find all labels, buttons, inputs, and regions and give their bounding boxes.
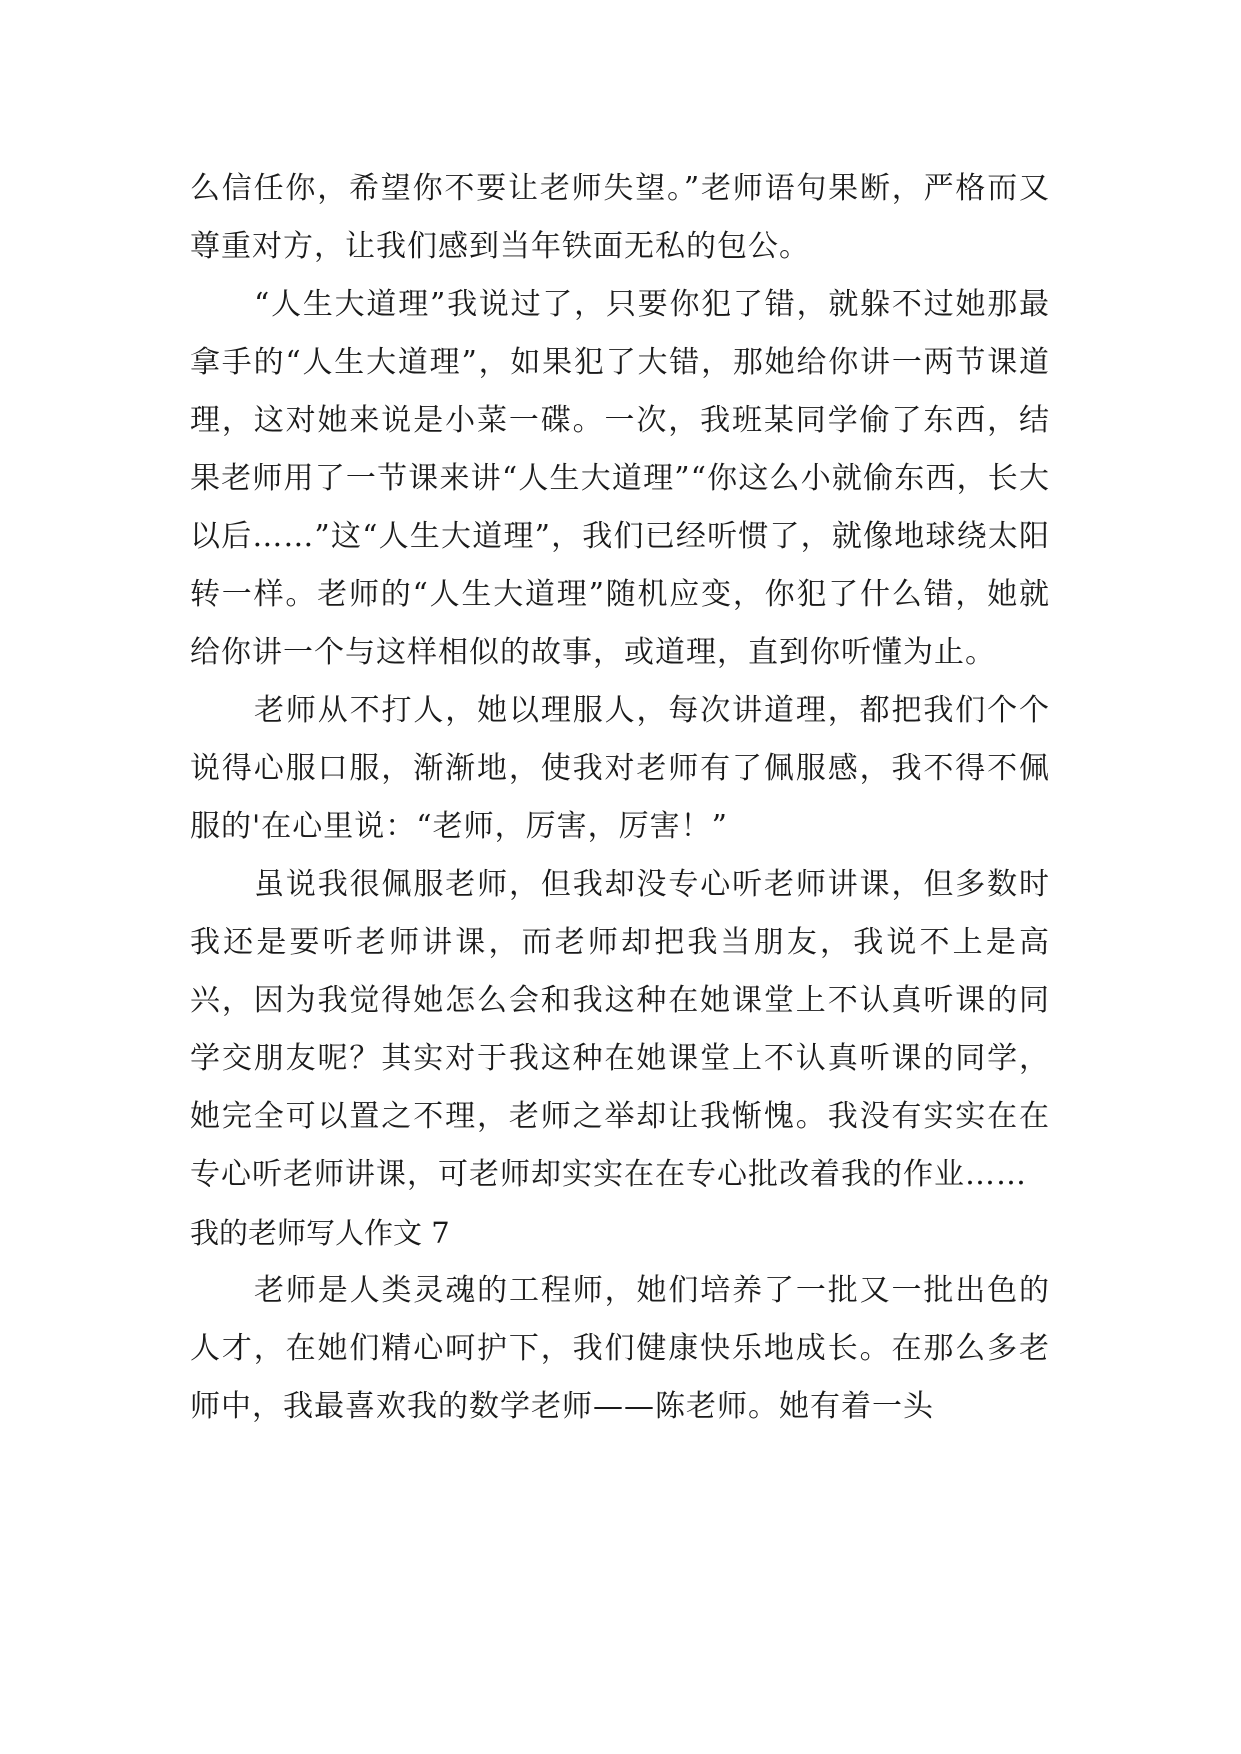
- paragraph-5: 老师是人类灵魂的工程师，她们培养了一批又一批出色的人才，在她们精心呵护下，我们健康快乐地成长。在那么多老师中，我最喜欢我的数学老师——陈老师。她有着一头: [190, 1273, 1050, 1424]
- paragraph-4: 虽说我很佩服老师，但我却没专心听老师讲课，但多数时我还是要听老师讲课，而老师却把我当朋友，我说不上是高兴，因为我觉得她怎么会和我这种在她课堂上不认真听课的同学交朋友呢？其实对于我这种在她课堂上不认真听课的同学，她完全可以置之不理，老师之举却让我惭愧。我没有实实在在专心听老师讲课，可老师却实实在在专心批改着我的作业……: [190, 867, 1050, 1192]
- paragraph-1: 么信任你，希望你不要让老师失望。”老师语句果断，严格而又尊重对方，让我们感到当年铁面无私的包公。: [190, 171, 1050, 264]
- section-heading: 我的老师写人作文 7: [190, 1216, 450, 1250]
- document-page: [190, 160, 1050, 1436]
- paragraph-3: 老师从不打人，她以理服人，每次讲道理，都把我们个个说得心服口服，渐渐地，使我对老师有了佩服感，我不得不佩服的'在心里说：“老师，厉害，厉害！”: [190, 693, 1050, 844]
- paragraph-2: “人生大道理”我说过了，只要你犯了错，就躲不过她那最拿手的“人生大道理”，如果犯了大错，那她给你讲一两节课道理，这对她来说是小菜一碟。一次，我班某同学偷了东西，结果老师用了一节课来讲“人生大道理”“你这么小就偷东西，长大以后……”这“人生大道理”，我们已经听惯了，就像地球绕太阳转一样。老师的“人生大道理”随机应变，你犯了什么错，她就给你讲一个与这样相似的故事，或道理，直到你听懂为止。: [190, 287, 1050, 670]
